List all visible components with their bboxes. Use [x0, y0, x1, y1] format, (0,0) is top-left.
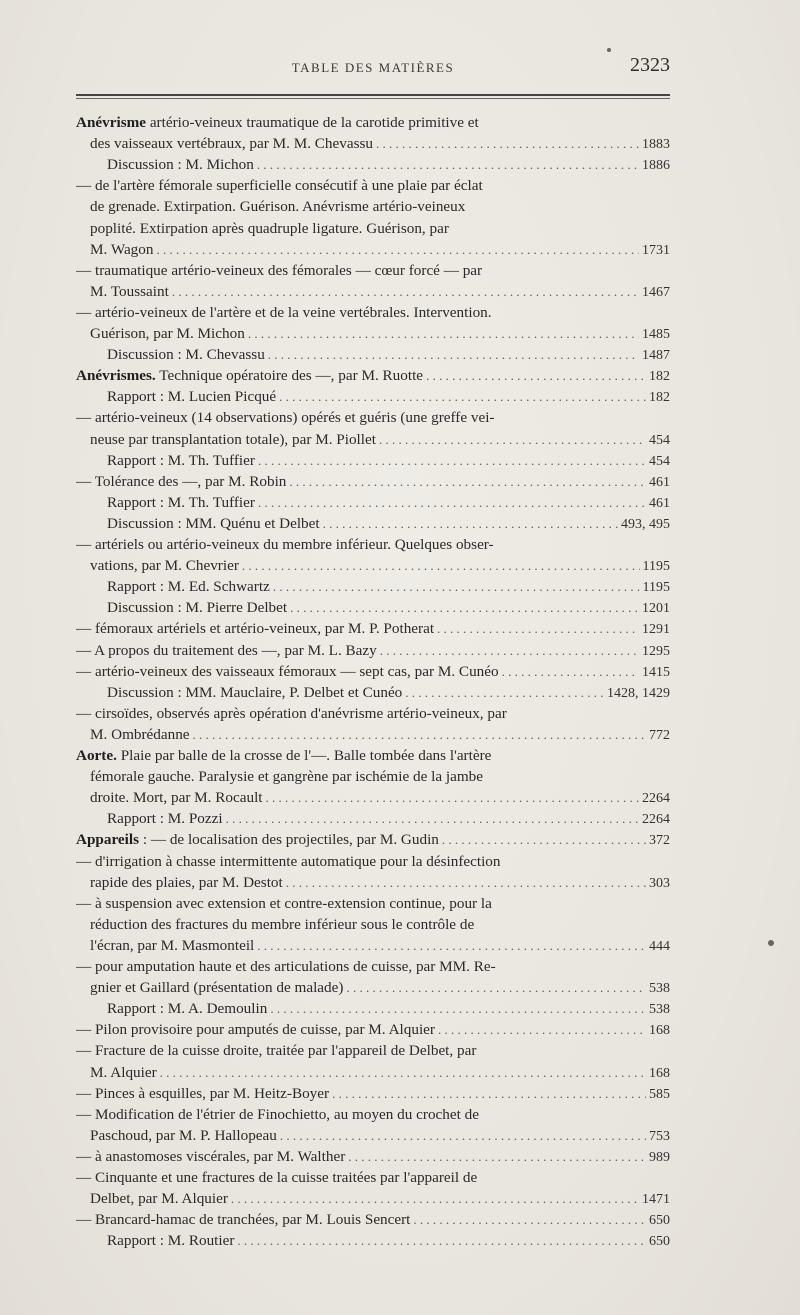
- index-entry-line: [76, 534, 625, 555]
- dot-leader: [442, 829, 646, 850]
- index-entry-line: [76, 703, 625, 724]
- index-entry-line: [107, 597, 670, 618]
- entry-page-number: 461: [649, 495, 670, 511]
- index-entry-line: [76, 1146, 670, 1167]
- dot-leader: [226, 808, 639, 829]
- dot-leader: [426, 365, 646, 386]
- entry-text: Delbet, par M. Alquier: [90, 1190, 228, 1208]
- dot-leader: [257, 935, 646, 956]
- entry-page-number: 650: [649, 1213, 670, 1229]
- entry-page-number: 182: [649, 390, 670, 406]
- entry-text: Discussion : M. Chevassu: [107, 346, 265, 364]
- entry-text: Rapport : M. Pozzi: [107, 810, 223, 828]
- entry-text: — artério-veineux des vaisseaux fémoraux — sept cas, par M. Cunéo: [76, 662, 499, 680]
- index-entry-line: [76, 1104, 625, 1125]
- entry-text: — A propos du traitement des —, par M. L. Bazy: [76, 641, 377, 659]
- entry-page-number: 538: [649, 1002, 670, 1018]
- entry-page-number: 372: [649, 833, 670, 849]
- entry-page-number: 989: [649, 1149, 670, 1165]
- entry-page-number: 444: [649, 938, 670, 954]
- index-entry-line: [76, 112, 625, 133]
- entry-text: l'écran, par M. Masmonteil: [90, 936, 255, 954]
- index-entry-line: [76, 1167, 625, 1188]
- dot-leader: [502, 661, 639, 682]
- index-entry-line: [90, 787, 670, 808]
- entry-page-number: 772: [649, 727, 670, 743]
- dot-leader: [237, 1230, 646, 1251]
- entry-text: — Tolérance des —, par M. Robin: [76, 472, 287, 490]
- index-entry-line: [90, 196, 625, 217]
- entry-page-number: 2264: [642, 812, 670, 828]
- entry-text: — Brancard-hamac de tranchées, par M. Louis Sencert: [76, 1211, 411, 1229]
- index-entry-line: [90, 1062, 670, 1083]
- entry-text: — d'irrigation à chasse intermittente automatique pour la désinfection: [76, 852, 501, 870]
- entry-text: Discussion : MM. Mauclaire, P. Delbet et Cunéo: [107, 683, 403, 701]
- index-entry-line: [107, 386, 670, 407]
- dot-leader: [380, 640, 639, 661]
- entry-page-number: 1886: [642, 158, 670, 174]
- entry-text: de grenade. Extirpation. Guérison. Anévrisme artério-veineux: [90, 198, 466, 216]
- index-entry-line: [90, 555, 670, 576]
- index-entry-line: [107, 154, 670, 175]
- index-entry-line: [107, 492, 670, 513]
- entry-text: Rapport : M. Th. Tuffier: [107, 451, 255, 469]
- dot-leader: [286, 872, 646, 893]
- entry-text: — fémoraux artériels et artério-veineux, par M. P. Potherat: [76, 620, 435, 638]
- entry-page-number: 1291: [642, 622, 670, 638]
- running-title: TABLE DES MATIÈRES: [291, 60, 455, 75]
- dot-leader: [405, 682, 604, 703]
- dot-leader: [379, 429, 646, 450]
- entry-page-number: 1731: [642, 242, 670, 258]
- entry-text: rapide des plaies, par M. Destot: [90, 873, 283, 891]
- index-entry-line: [76, 302, 625, 323]
- entry-text: M. Toussaint: [90, 282, 169, 300]
- entry-text: Discussion : MM. Quénu et Delbet: [107, 514, 320, 532]
- entry-text: — de l'artère fémorale superficielle consécutif à une plaie par éclat: [76, 177, 483, 195]
- dot-leader: [266, 787, 639, 808]
- index-entry-line: [90, 766, 625, 787]
- dot-leader: [258, 450, 646, 471]
- index-entry-line: [107, 576, 670, 597]
- index-entry-line: [107, 682, 670, 703]
- index-entry-line: [107, 344, 670, 365]
- entry-heading: Aorte.: [76, 747, 117, 764]
- index-entry-line: [76, 956, 625, 977]
- index-entry-line: [90, 429, 670, 450]
- entry-text: Rapport : M. A. Demoulin: [107, 1000, 268, 1018]
- index-entry-line: [90, 872, 670, 893]
- index-entry-line: [90, 281, 670, 302]
- index-entry-line: [90, 914, 625, 935]
- index-entry-line: [90, 218, 625, 239]
- index-entry-line: [76, 893, 625, 914]
- entry-page-number: 454: [649, 453, 670, 469]
- entry-page-number: 1883: [642, 137, 670, 153]
- entry-page-number: 168: [649, 1023, 670, 1039]
- entry-text: — Pinces à esquilles, par M. Heitz-Boyer: [76, 1084, 330, 1102]
- entry-text: — artériels ou artério-veineux du membre inférieur. Quelques obser-: [76, 536, 494, 553]
- index-entry-line: [76, 1209, 670, 1230]
- entry-text: des vaisseaux vertébraux, par M. M. Chevassu: [90, 135, 374, 153]
- page-header: [76, 54, 670, 84]
- ink-spot: [607, 48, 611, 52]
- entry-text: — artério-veineux (14 observations) opérés et guéris (une greffe vei-: [76, 409, 495, 427]
- entry-page-number: 1201: [642, 601, 670, 617]
- dot-leader: [346, 977, 646, 998]
- entry-heading: Appareils: [76, 831, 140, 849]
- entry-text: — artério-veineux de l'artère et de la veine vertébrales. Intervention.: [76, 303, 492, 321]
- index-entry-line: [107, 998, 670, 1019]
- entry-text: — Modification de l'étrier de Finochietto, au moyen du crochet de: [76, 1105, 479, 1123]
- entry-text: — Cinquante et une fractures de la cuisse traitées par l'appareil de: [76, 1169, 478, 1186]
- index-entry-line: [76, 640, 670, 661]
- dot-leader: [242, 555, 640, 576]
- entry-text: M. Ombrédanne: [90, 725, 190, 743]
- entry-text: poplité. Extirpation après quadruple ligature. Guérison, par: [90, 219, 449, 237]
- dot-leader: [273, 576, 640, 597]
- dot-leader: [193, 724, 646, 745]
- index-entry-line: [76, 1083, 670, 1104]
- index-entry-line: [76, 407, 625, 428]
- entry-text: Rapport : M. Th. Tuffier: [107, 493, 255, 511]
- index-entry-line: [76, 260, 625, 281]
- entry-text: M. Alquier: [90, 1063, 157, 1081]
- dot-leader: [348, 1146, 646, 1167]
- entry-page-number: 1467: [642, 284, 670, 300]
- entry-page-number: 1428, 1429: [607, 685, 670, 701]
- entry-page-number: 493, 495: [621, 516, 670, 532]
- dot-leader: [257, 154, 639, 175]
- index-entry-line: [90, 239, 670, 260]
- entry-text: Discussion : M. Pierre Delbet: [107, 599, 288, 617]
- index-entry-line: [107, 450, 670, 471]
- entry-page-number: 454: [649, 432, 670, 448]
- entry-page-number: 753: [649, 1128, 670, 1144]
- entry-page-number: 538: [649, 981, 670, 997]
- dot-leader: [376, 133, 639, 154]
- dot-leader: [332, 1083, 646, 1104]
- entry-text: Rapport : M. Ed. Schwartz: [107, 578, 270, 596]
- index-entry-line: [76, 745, 625, 766]
- entry-text: Rapport : M. Lucien Picqué: [107, 388, 277, 406]
- entry-text: — à suspension avec extension et contre-extension continue, pour la: [76, 894, 492, 912]
- entry-text: Anévrisme artério-veineux traumatique de la carotide primitive et: [76, 114, 479, 131]
- entry-page-number: 1195: [642, 580, 670, 596]
- entry-page-number: 182: [649, 369, 670, 385]
- dot-leader: [280, 1125, 646, 1146]
- index-entry-line: [107, 513, 670, 534]
- entry-heading: Anévrisme: [76, 114, 147, 131]
- ink-spot: [768, 940, 774, 946]
- entry-text: Discussion : M. Michon: [107, 156, 254, 174]
- index-entry-line: [76, 1019, 670, 1040]
- dot-leader: [258, 492, 646, 513]
- entry-text: — Pilon provisoire pour amputés de cuisse, par M. Alquier: [76, 1021, 435, 1039]
- dot-leader: [231, 1188, 639, 1209]
- entry-text: neuse par transplantation totale), par M. Piollet: [90, 430, 376, 448]
- entry-page-number: 2264: [642, 791, 670, 807]
- entry-text: — Fracture de la cuisse droite, traitée par l'appareil de Delbet, par: [76, 1042, 477, 1060]
- entry-text: gnier et Gaillard (présentation de malade): [90, 979, 344, 997]
- dot-leader: [438, 1019, 646, 1040]
- entry-text: fémorale gauche. Paralysie et gangrène par ischémie de la jambe: [90, 768, 483, 786]
- dot-leader: [160, 1062, 646, 1083]
- header-rule: [76, 94, 670, 96]
- index-entry-line: [90, 1188, 670, 1209]
- page-number: 2323: [630, 54, 670, 76]
- dot-leader: [156, 239, 639, 260]
- index-entry-line: [76, 471, 670, 492]
- index-entry-line: [90, 133, 670, 154]
- entry-text: Paschoud, par M. P. Hallopeau: [90, 1126, 277, 1144]
- dot-leader: [290, 597, 639, 618]
- index-entry-line: [76, 661, 670, 682]
- entry-text: droite. Mort, par M. Rocault: [90, 789, 263, 807]
- entry-page-number: 461: [649, 474, 670, 490]
- index-entry-line: [76, 829, 670, 850]
- entry-page-number: 303: [649, 875, 670, 891]
- index-entry-line: [76, 851, 625, 872]
- entry-page-number: 1195: [642, 559, 670, 575]
- dot-leader: [268, 344, 639, 365]
- entry-page-number: 1295: [642, 643, 670, 659]
- entry-page-number: 168: [649, 1065, 670, 1081]
- entry-page-number: 1485: [642, 327, 670, 342]
- index-entry-line: [76, 618, 670, 639]
- index-entry-line: [76, 365, 670, 386]
- entry-page-number: 650: [649, 1234, 670, 1250]
- index-entry-line: [76, 1040, 625, 1061]
- dot-leader: [279, 386, 646, 407]
- index-entry-line: [107, 808, 670, 829]
- entry-text: Appareils : — de localisation des projectiles, par M. Gudin: [76, 831, 439, 849]
- index-entry-line: [90, 935, 670, 956]
- entry-page-number: 1471: [642, 1192, 670, 1208]
- index-entry-line: [107, 1230, 670, 1251]
- entry-page-number: 1415: [642, 664, 670, 680]
- entry-text: réduction des fractures du membre inférieur sous le contrôle de: [90, 915, 475, 933]
- index-entry-line: [90, 323, 670, 344]
- header-rule-thin: [76, 98, 670, 99]
- dot-leader: [172, 281, 639, 302]
- entry-text: M. Wagon: [90, 240, 154, 258]
- index-entry-line: [90, 724, 670, 745]
- dot-leader: [289, 471, 646, 492]
- entry-text: — traumatique artério-veineux des fémorales — cœur forcé — par: [76, 261, 483, 279]
- entry-text: Aorte. Plaie par balle de la crosse de l'—. Balle tombée dans l'artère: [76, 747, 492, 764]
- index-entry-line: [76, 175, 625, 196]
- entry-text: — pour amputation haute et des articulations de cuisse, par MM. Re-: [76, 958, 496, 975]
- entry-page-number: 1487: [642, 348, 670, 364]
- dot-leader: [248, 323, 639, 344]
- entry-text: — à anastomoses viscérales, par M. Walther: [76, 1147, 346, 1165]
- entry-page-number: 585: [649, 1086, 670, 1102]
- dot-leader: [270, 998, 646, 1019]
- index-entry-line: [90, 1125, 670, 1146]
- index-entry-line: [90, 977, 670, 998]
- dot-leader: [323, 513, 618, 534]
- entry-text: — cirsoïdes, observés après opération d'anévrisme artério-veineux, par: [76, 704, 507, 722]
- entry-text: Guérison, par M. Michon: [90, 325, 245, 342]
- entry-text: vations, par M. Chevrier: [90, 557, 239, 575]
- dot-leader: [437, 618, 639, 639]
- entry-heading: Anévrismes.: [76, 367, 156, 385]
- dot-leader: [413, 1209, 646, 1230]
- entry-text: Rapport : M. Routier: [107, 1232, 235, 1250]
- entry-text: Anévrismes. Technique opératoire des —, par M. Ruotte: [76, 367, 424, 385]
